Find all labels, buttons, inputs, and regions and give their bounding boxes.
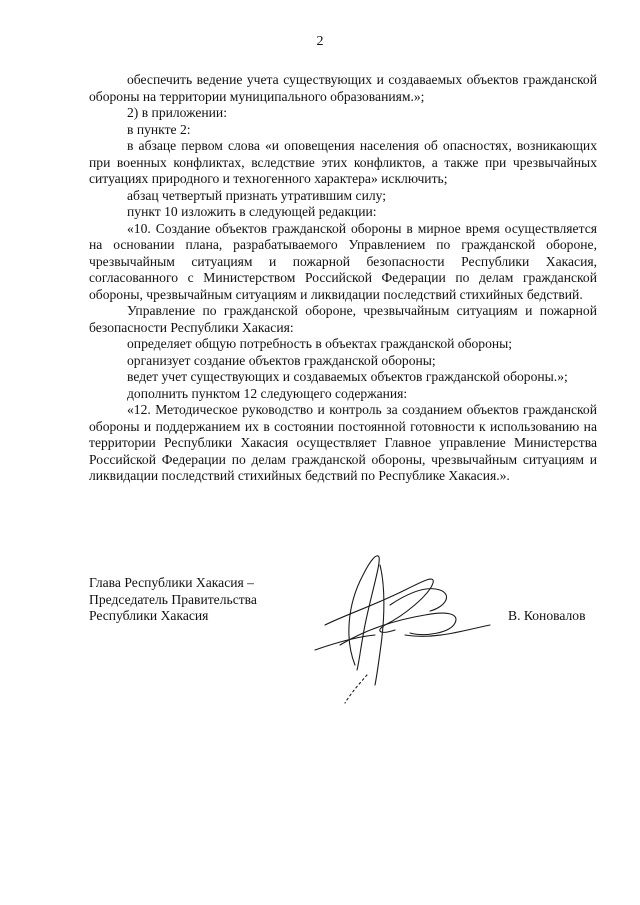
page-number: 2 [316, 34, 324, 49]
paragraph: «12. Методическое руководство и контроль за созданием объектов гражданской обороны и поддержанием их в состоянии постоянной готовности к использованию на территории Республики Хакасия осуществляет Главное управление Министерства Российской Федерации по делам гражданской обороны, чрезвычайным ситуациям и ликвидации последствий стихийных бедствий по Республике Хакасия.». [89, 402, 597, 483]
paragraph: пункт 10 изложить в следующей редакции: [127, 204, 377, 219]
signatory-title [89, 575, 257, 625]
signatory-title-line: Республики Хакасия [89, 608, 209, 623]
paragraph: 2) в приложении: [127, 105, 227, 120]
handwritten-signature [285, 545, 505, 705]
signatory-title-line: Председатель Правительства [89, 591, 257, 607]
paragraph: определяет общую потребность в объектах гражданской обороны; [127, 336, 513, 351]
paragraph: обеспечить ведение учета существующих и создаваемых объектов гражданской обороны на территории муниципального образованиям.»; [89, 72, 597, 104]
paragraph: дополнить пунктом 12 следующего содержания: [127, 385, 408, 401]
document-body [89, 72, 597, 485]
paragraph: в пункте 2: [127, 121, 191, 137]
paragraph: ведет учет существующих и создаваемых объектов гражданской обороны.»; [127, 369, 568, 384]
signatory-title-line: Глава Республики Хакасия – [89, 575, 254, 590]
signatory-name: В. Коновалов [508, 608, 586, 623]
paragraph: в абзаце первом слова «и оповещения населения об опасностях, возникающих при военных конфликтах, вследствие этих конфликтов, а также при чрезвычайных ситуациях природного и техногенного характера» исключить; [89, 138, 597, 186]
paragraph: абзац четвертый признать утратившим силу; [127, 187, 387, 203]
paragraph: организует создание объектов гражданской обороны; [127, 352, 436, 368]
paragraph: Управление по гражданской обороне, чрезвычайным ситуациям и пожарной безопасности Республики Хакасия: [89, 303, 597, 335]
paragraph: «10. Создание объектов гражданской обороны в мирное время осуществляется на основании плана, разрабатываемого Управлением по гражданской обороне, чрезвычайным ситуациям и пожарной безопасности Республики Хакасия, согласованного с Министерством Российской Федерации по делам гражданской обороны, чрезвычайным ситуациям и ликвидации последствий стихийных бедствий. [89, 220, 597, 302]
